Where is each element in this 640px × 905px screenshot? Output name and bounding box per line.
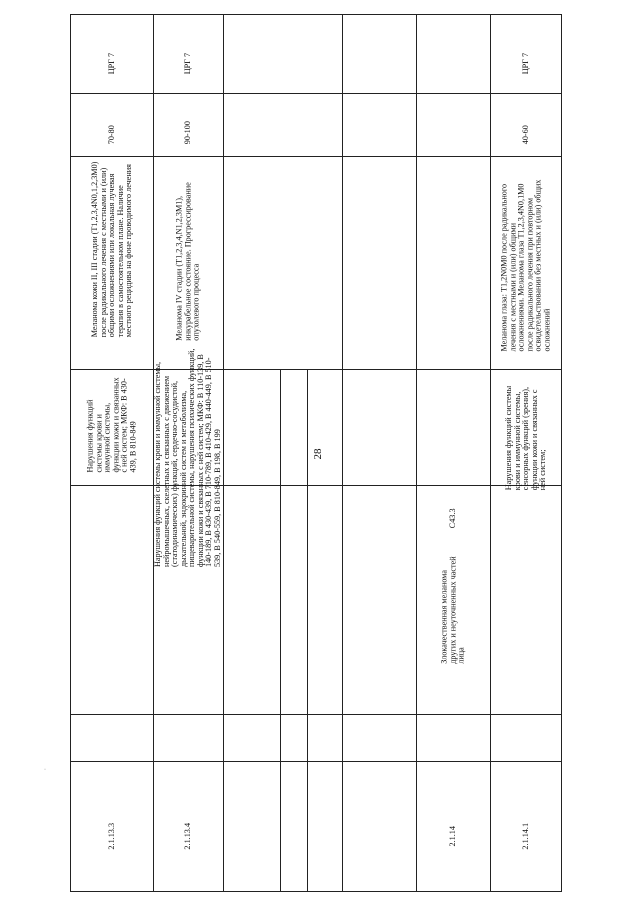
row-2-1-13-3 [70,14,153,892]
criteria-text: Меланома глаза: T1,2N0M0 после радикального лечения с местными и (или) общими осложнениями. Меланома глаза T1,2,3,4N0,1M0 после радикального лечения при повторном освидетельствовании без местных и (или) общих осложнений [499,179,551,352]
row-code: 2.1.14 [447,826,457,847]
percent-value: 40-60 [520,125,530,145]
row-code: 2.1.13.4 [182,822,192,850]
row-code: 2.1.14.1 [520,822,530,850]
percent-value: 70-80 [106,125,116,145]
disorders-text: Нарушения функций системы крови и иммунной системы, функции кожи и связанных с ней систем; МКФ: В 430-439, В 810-849 [85,377,137,473]
institution-label: ЦРГ 7 [106,52,116,75]
institution-label: ЦРГ 7 [520,52,530,75]
icd-code: С43.3 [447,508,457,529]
row-code: 2.1.13.3 [106,822,116,850]
percent-value: 90-100 [182,121,192,145]
row-2-1-14 [416,14,490,892]
row-2-1-14-1 [490,14,561,892]
scan-mark: · [44,767,46,773]
page-number: 28 [312,448,324,460]
disorders-text: Нарушения функций системы крови и иммунной системы, сенсорных функций (зрения), функции кожи и связанных с ней систем; [503,385,547,491]
row-2-1-13-4 [153,14,223,892]
disability-criteria-table [70,14,562,892]
criteria-text: Меланома IV стадии (T1,2,3,4,N1,2,3M1), инкурабельное состояние. Прогрессирование опухолевого процесса [174,182,201,341]
criteria-text: Меланома кожи II, III стадии (T1,2,3,4N0,1,2,3M0) после радикального лечения с местными и (или) общими осложнениями или локальная лучевая терапия в самостоятельном плане. Наличие местного рецидива на фоне проводимого лечения [89,161,133,338]
institution-label: ЦРГ 7 [182,52,192,75]
diagnosis-name: Злокачественная меланома других и неуточненных частей лица [439,556,466,664]
disorders-text: Нарушения функций системы крови и иммунной системы, нейромышечных, скелетных и связанных с движением (статодинамических) функций, сердечно-сосудистой, дыхательной, эндокринной систем и метаболизма, пищеварительной системы, нарушения психических функций, функции кожи и связанных с ней систем; МКФ: В 110-139, В 140-189, В 430-439, В 710-789, В 410-429, В 440-449, В 510-539, В 540-559, В 810-849, В 198, В 199 [153,348,222,567]
